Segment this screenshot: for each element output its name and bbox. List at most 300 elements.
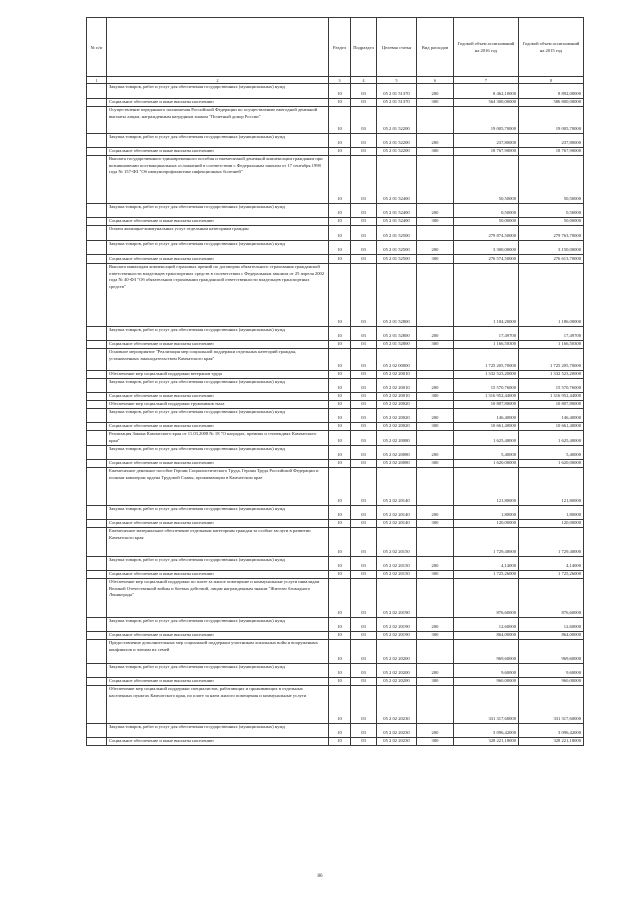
header-2016: Годовой объем ассигнований на 2016 год [454,18,519,77]
podrazdel-cell: 03 [351,678,377,686]
razdel-cell: 10 [329,520,351,528]
razdel-cell: 10 [329,557,351,571]
vid-cell: 200 [417,327,454,341]
num-cell [87,218,107,226]
vid-cell: 200 [417,446,454,460]
amount-2016-cell: 1 625,40000 [454,431,519,446]
name-cell: Обеспечение мер социальной поддержки специалистов, работающих и проживающих в отдельных населенных пунктах Камчатского края, по плате за наем жилого помещения и коммунальные услуги [107,686,329,724]
vid-cell [417,431,454,446]
num-cell [87,571,107,579]
num-cell [87,156,107,204]
vid-cell [417,640,454,664]
podrazdel-cell: 03 [351,506,377,520]
amount-2015-cell: 1,80000 [519,506,584,520]
amount-2015-cell: 1 316 952,44000 [519,393,584,401]
target-cell: 05 2 02 20010 [377,371,417,379]
target-cell: 05 2 01 52200 [377,107,417,134]
amount-2015-cell: 12,60000 [519,618,584,632]
vid-cell: 200 [417,379,454,393]
target-cell: 05 2 02 20010 [377,379,417,393]
vid-cell: 200 [417,84,454,99]
num-cell [87,528,107,557]
num-cell [87,506,107,520]
target-cell: 05 2 01 52400 [377,218,417,226]
razdel-cell: 10 [329,528,351,557]
amount-2016-cell: 146,40000 [454,409,519,423]
num-cell [87,632,107,640]
target-cell: 05 2 02 20140 [377,506,417,520]
podrazdel-cell: 03 [351,423,377,431]
name-cell: Реализация Закона Камчатского края от 11.03.2008 № 18 "О наградах, премиях и стипендиях Камчатского края" [107,431,329,446]
vid-cell [417,401,454,409]
header-podrazdel: Подраздел [351,18,377,77]
razdel-cell: 10 [329,506,351,520]
podrazdel-cell: 03 [351,371,377,379]
table-row [87,148,584,156]
name-cell: Социальное обеспечение и иные выплаты населению [107,738,329,746]
target-cell: 05 2 02 20080 [377,446,417,460]
razdel-cell: 10 [329,571,351,579]
amount-2016-cell: 960,00000 [454,678,519,686]
table-row [87,640,584,664]
target-cell: 05 2 01 52800 [377,327,417,341]
target-cell: 05 2 02 20190 [377,618,417,632]
podrazdel-cell: 03 [351,401,377,409]
num-cell [87,84,107,99]
amount-2016-cell: 1 166,50300 [454,341,519,349]
podrazdel-cell: 03 [351,134,377,148]
amount-2016-cell: 876,60000 [454,579,519,618]
amount-2015-cell: 19 005,70000 [519,107,584,134]
vid-cell: 300 [417,341,454,349]
num-cell [87,371,107,379]
name-cell: Социальное обеспечение и иные выплаты населению [107,632,329,640]
razdel-cell: 10 [329,255,351,264]
name-cell: Закупка товаров, работ и услуг для обеспечения государственных (муниципальных) нужд [107,557,329,571]
razdel-cell: 10 [329,446,351,460]
vid-cell: 300 [417,255,454,264]
razdel-cell: 10 [329,204,351,218]
table-row [87,241,584,255]
vid-cell: 200 [417,618,454,632]
target-cell: 05 2 01 51370 [377,84,417,99]
amount-2015-cell: 331 317,60000 [519,686,584,724]
vid-cell [417,107,454,134]
target-cell: 05 2 02 20020 [377,401,417,409]
razdel-cell: 10 [329,686,351,724]
num-cell [87,401,107,409]
target-cell: 05 2 02 20200 [377,640,417,664]
target-cell: 05 2 02 20230 [377,724,417,738]
amount-2015-cell: 10 661,40000 [519,423,584,431]
vid-cell [417,371,454,379]
amount-2016-cell: 279 874,50000 [454,226,519,241]
table-header-row [87,18,584,77]
podrazdel-cell: 03 [351,204,377,218]
amount-2016-cell: 18 767,90000 [454,148,519,156]
podrazdel-cell: 03 [351,664,377,678]
column-index: 2 [107,77,329,84]
podrazdel-cell: 03 [351,226,377,241]
vid-cell: 200 [417,134,454,148]
num-cell [87,99,107,107]
num-cell [87,557,107,571]
table-row [87,393,584,401]
amount-2016-cell: 237,80000 [454,134,519,148]
num-cell [87,686,107,724]
table-row [87,204,584,218]
num-cell [87,349,107,371]
vid-cell [417,468,454,506]
amount-2016-cell: 1 184,20000 [454,264,519,327]
header-num: № п/п [87,18,107,77]
podrazdel-cell: 03 [351,264,377,327]
table-row [87,460,584,468]
table-row [87,446,584,460]
num-cell [87,241,107,255]
target-cell: 05 2 02 20190 [377,632,417,640]
amount-2015-cell: 3 150,00000 [519,241,584,255]
amount-2015-cell: 1 186,00000 [519,264,584,327]
vid-cell: 200 [417,664,454,678]
amount-2015-cell: 9,60000 [519,664,584,678]
column-index: 5 [377,77,417,84]
column-index: 4 [351,77,377,84]
amount-2016-cell: 1 725 205,70000 [454,349,519,371]
target-cell: 05 2 02 00000 [377,349,417,371]
vid-cell: 300 [417,571,454,579]
table-row [87,520,584,528]
name-cell: Социальное обеспечение и иные выплаты населению [107,571,329,579]
num-cell [87,255,107,264]
amount-2016-cell: 19 005,70000 [454,107,519,134]
razdel-cell: 10 [329,107,351,134]
target-cell: 05 2 02 20200 [377,678,417,686]
razdel-cell: 10 [329,241,351,255]
table-row [87,107,584,134]
razdel-cell: 10 [329,409,351,423]
vid-cell: 300 [417,218,454,226]
num-cell [87,379,107,393]
podrazdel-cell: 03 [351,460,377,468]
table-row [87,371,584,379]
num-cell [87,134,107,148]
num-cell [87,520,107,528]
razdel-cell: 10 [329,664,351,678]
table-row [87,724,584,738]
vid-cell: 200 [417,506,454,520]
vid-cell: 300 [417,148,454,156]
podrazdel-cell: 03 [351,156,377,204]
name-cell: Закупка товаров, работ и услуг для обеспечения государственных (муниципальных) нужд [107,506,329,520]
amount-2015-cell: 17,49700 [519,327,584,341]
name-cell: Социальное обеспечение и иные выплаты населению [107,148,329,156]
amount-2016-cell: 1 620,00000 [454,460,519,468]
podrazdel-cell: 03 [351,724,377,738]
num-cell [87,460,107,468]
target-cell: 05 2 01 52800 [377,341,417,349]
podrazdel-cell: 03 [351,632,377,640]
podrazdel-cell: 03 [351,379,377,393]
amount-2015-cell: 1 625,40000 [519,431,584,446]
table-row [87,506,584,520]
amount-2016-cell: 8 462,10000 [454,84,519,99]
name-cell: Предоставление дополнительных мер социальной поддержки участникам локальных войн и вооруженных конфликтов и членам их семей [107,640,329,664]
target-cell: 05 2 02 20080 [377,460,417,468]
amount-2016-cell: 10 661,40000 [454,423,519,431]
name-cell: Ежемесячное материальное обеспечение отдельным категориям граждан за особые заслуги в развитии Камчатского края [107,528,329,557]
razdel-cell: 10 [329,468,351,506]
num-cell [87,409,107,423]
podrazdel-cell: 03 [351,571,377,579]
vid-cell: 200 [417,409,454,423]
amount-2016-cell: 331 317,60000 [454,686,519,724]
razdel-cell: 10 [329,371,351,379]
podrazdel-cell: 03 [351,255,377,264]
amount-2015-cell: 15 570,76000 [519,379,584,393]
amount-2016-cell: 17,49700 [454,327,519,341]
header-razdel: Раздел [329,18,351,77]
amount-2015-cell: 1 620,00000 [519,460,584,468]
name-cell: Обеспечение мер социальной поддержки ветеранов труда [107,371,329,379]
num-cell [87,579,107,618]
amount-2016-cell: 50,00000 [454,218,519,226]
razdel-cell: 10 [329,218,351,226]
column-index: 1 [87,77,107,84]
podrazdel-cell: 03 [351,640,377,664]
vid-cell: 300 [417,678,454,686]
target-cell: 05 2 02 20150 [377,557,417,571]
table-row [87,84,584,99]
vid-cell [417,686,454,724]
name-cell: Социальное обеспечение и иные выплаты населению [107,393,329,401]
vid-cell: 300 [417,460,454,468]
amount-2016-cell: 3 096,42000 [454,724,519,738]
table-row [87,678,584,686]
target-cell: 05 2 01 52400 [377,204,417,218]
num-cell [87,640,107,664]
vid-cell: 200 [417,724,454,738]
vid-cell [417,528,454,557]
vid-cell: 300 [417,423,454,431]
table-row [87,579,584,618]
amount-2015-cell: 1 166,50300 [519,341,584,349]
table-row [87,349,584,371]
amount-2016-cell: 12,60000 [454,618,519,632]
target-cell: 05 2 01 52500 [377,226,417,241]
target-cell: 05 2 02 20140 [377,520,417,528]
table-row [87,571,584,579]
name-cell: Социальное обеспечение и иные выплаты населению [107,460,329,468]
podrazdel-cell: 03 [351,84,377,99]
header-target: Целевая статья [377,18,417,77]
target-cell: 05 2 02 20230 [377,686,417,724]
table-row [87,618,584,632]
header-2015: Годовой объем ассигнований на 2015 год [519,18,584,77]
amount-2016-cell: 1 729,40000 [454,528,519,557]
amount-2015-cell: 5,40000 [519,446,584,460]
num-cell [87,341,107,349]
podrazdel-cell: 03 [351,686,377,724]
table-row [87,557,584,571]
amount-2016-cell: 3 300,00000 [454,241,519,255]
vid-cell [417,156,454,204]
name-cell: Ежемесячное денежное пособие Героям Социалистического Труда, Героям Труда Российской Федерации и полным кавалерам ордена Трудовой Славы, проживающим в Камчатском крае [107,468,329,506]
name-cell: Осуществление переданного полномочия Российской Федерации по осуществлению ежегодной денежной выплаты лицам, награжденным нагрудным знаком "Почетный донор России" [107,107,329,134]
name-cell: Закупка товаров, работ и услуг для обеспечения государственных (муниципальных) нужд [107,134,329,148]
num-cell [87,468,107,506]
target-cell: 05 2 02 20140 [377,468,417,506]
amount-2016-cell: 864,00000 [454,632,519,640]
name-cell: Оплата жилищно-коммунальных услуг отдельным категориям граждан [107,226,329,241]
vid-cell [417,226,454,241]
podrazdel-cell: 03 [351,618,377,632]
name-cell: Социальное обеспечение и иные выплаты населению [107,341,329,349]
razdel-cell: 10 [329,401,351,409]
table-row [87,379,584,393]
amount-2015-cell: 50,50000 [519,156,584,204]
name-cell: Социальное обеспечение и иные выплаты населению [107,520,329,528]
name-cell: Социальное обеспечение и иные выплаты населению [107,423,329,431]
table-row [87,226,584,241]
name-cell: Социальное обеспечение и иные выплаты населению [107,678,329,686]
name-cell: Закупка товаров, работ и услуг для обеспечения государственных (муниципальных) нужд [107,409,329,423]
amount-2015-cell: 276 613,70000 [519,255,584,264]
target-cell: 05 2 02 20020 [377,423,417,431]
razdel-cell: 10 [329,460,351,468]
amount-2015-cell: 864,00000 [519,632,584,640]
name-cell: Закупка товаров, работ и услуг для обеспечения государственных (муниципальных) нужд [107,446,329,460]
vid-cell: 300 [417,632,454,640]
amount-2016-cell: 328 221,18000 [454,738,519,746]
num-cell [87,446,107,460]
podrazdel-cell: 03 [351,327,377,341]
amount-2015-cell: 18 767,90000 [519,148,584,156]
column-index: 7 [454,77,519,84]
podrazdel-cell: 03 [351,148,377,156]
target-cell: 05 2 02 20200 [377,664,417,678]
name-cell: Закупка товаров, работ и услуг для обеспечения государственных (муниципальных) нужд [107,84,329,99]
amount-2015-cell: 969,60000 [519,640,584,664]
podrazdel-cell: 03 [351,341,377,349]
vid-cell: 300 [417,99,454,107]
target-cell: 05 2 01 52200 [377,134,417,148]
razdel-cell: 10 [329,640,351,664]
amount-2015-cell: 121,80000 [519,468,584,506]
amount-2016-cell: 564 300,00000 [454,99,519,107]
vid-cell [417,349,454,371]
amount-2016-cell: 9,60000 [454,664,519,678]
vid-cell [417,579,454,618]
name-cell: Закупка товаров, работ и услуг для обеспечения государственных (муниципальных) нужд [107,379,329,393]
razdel-cell: 10 [329,724,351,738]
razdel-cell: 10 [329,738,351,746]
razdel-cell: 10 [329,393,351,401]
razdel-cell: 10 [329,134,351,148]
table-row [87,134,584,148]
razdel-cell: 10 [329,423,351,431]
razdel-cell: 10 [329,99,351,107]
amount-2015-cell: 50,00000 [519,218,584,226]
name-cell: Социальное обеспечение и иные выплаты населению [107,255,329,264]
amount-2015-cell: 146,40000 [519,409,584,423]
target-cell: 05 2 01 52500 [377,255,417,264]
num-cell [87,664,107,678]
table-row [87,156,584,204]
table-row [87,423,584,431]
amount-2015-cell: 4,14000 [519,557,584,571]
name-cell: Обеспечение мер социальной поддержки по плате за жилое помещение и коммунальные услуги инвалидам Великой Отечественной войны и боевых действий, лицам награжденным знаком "Жителю блокадного Ленинграда" [107,579,329,618]
name-cell: Выплата инвалидам компенсаций страховых премий по договорам обязательного страхования гражданской ответственности владельцев транспортных средств в соответствии с Федеральным законом от 25 апреля 2002 года № 40-ФЗ "Об обязательном страховании гражданской ответственности владельцев транспортных средств" [107,264,329,327]
name-cell: Закупка товаров, работ и услуг для обеспечения государственных (муниципальных) нужд [107,204,329,218]
vid-cell [417,264,454,327]
target-cell: 05 2 01 52200 [377,148,417,156]
razdel-cell: 10 [329,226,351,241]
vid-cell: 300 [417,738,454,746]
num-cell [87,226,107,241]
vid-cell: 300 [417,520,454,528]
podrazdel-cell: 03 [351,528,377,557]
amount-2016-cell: 4,14000 [454,557,519,571]
razdel-cell: 10 [329,618,351,632]
page-number: 86 [317,874,323,879]
podrazdel-cell: 03 [351,107,377,134]
header-vid: Вид расходов [417,18,454,77]
column-index: 6 [417,77,454,84]
amount-2016-cell: 120,00000 [454,520,519,528]
table-row [87,431,584,446]
num-cell [87,107,107,134]
table-row [87,218,584,226]
podrazdel-cell: 03 [351,446,377,460]
target-cell: 05 2 02 20150 [377,528,417,557]
amount-2015-cell: 279 763,70000 [519,226,584,241]
amount-2016-cell: 121,80000 [454,468,519,506]
target-cell: 05 2 02 20010 [377,393,417,401]
name-cell: Закупка товаров, работ и услуг для обеспечения государственных (муниципальных) нужд [107,724,329,738]
num-cell [87,393,107,401]
num-cell [87,264,107,327]
num-cell [87,148,107,156]
podrazdel-cell: 03 [351,557,377,571]
amount-2015-cell: 1 725 205,70000 [519,349,584,371]
num-cell [87,431,107,446]
num-cell [87,204,107,218]
podrazdel-cell: 03 [351,738,377,746]
razdel-cell: 10 [329,379,351,393]
amount-2016-cell: 15 570,76000 [454,379,519,393]
amount-2016-cell: 10 807,80000 [454,401,519,409]
vid-cell: 200 [417,557,454,571]
name-cell: Социальное обеспечение и иные выплаты населению [107,99,329,107]
podrazdel-cell: 03 [351,349,377,371]
amount-2015-cell: 1 729,40000 [519,528,584,557]
target-cell: 05 2 02 20080 [377,431,417,446]
table-row [87,264,584,327]
razdel-cell: 10 [329,341,351,349]
amount-2015-cell: 120,00000 [519,520,584,528]
target-cell: 05 2 02 20020 [377,409,417,423]
name-cell: Закупка товаров, работ и услуг для обеспечения государственных (муниципальных) нужд [107,664,329,678]
target-cell: 05 2 01 52500 [377,241,417,255]
target-cell: 05 2 01 52400 [377,156,417,204]
amount-2015-cell: 237,80000 [519,134,584,148]
razdel-cell: 10 [329,84,351,99]
amount-2016-cell: 276 574,50000 [454,255,519,264]
razdel-cell: 10 [329,156,351,204]
table-row [87,409,584,423]
amount-2015-cell: 3 096,42000 [519,724,584,738]
